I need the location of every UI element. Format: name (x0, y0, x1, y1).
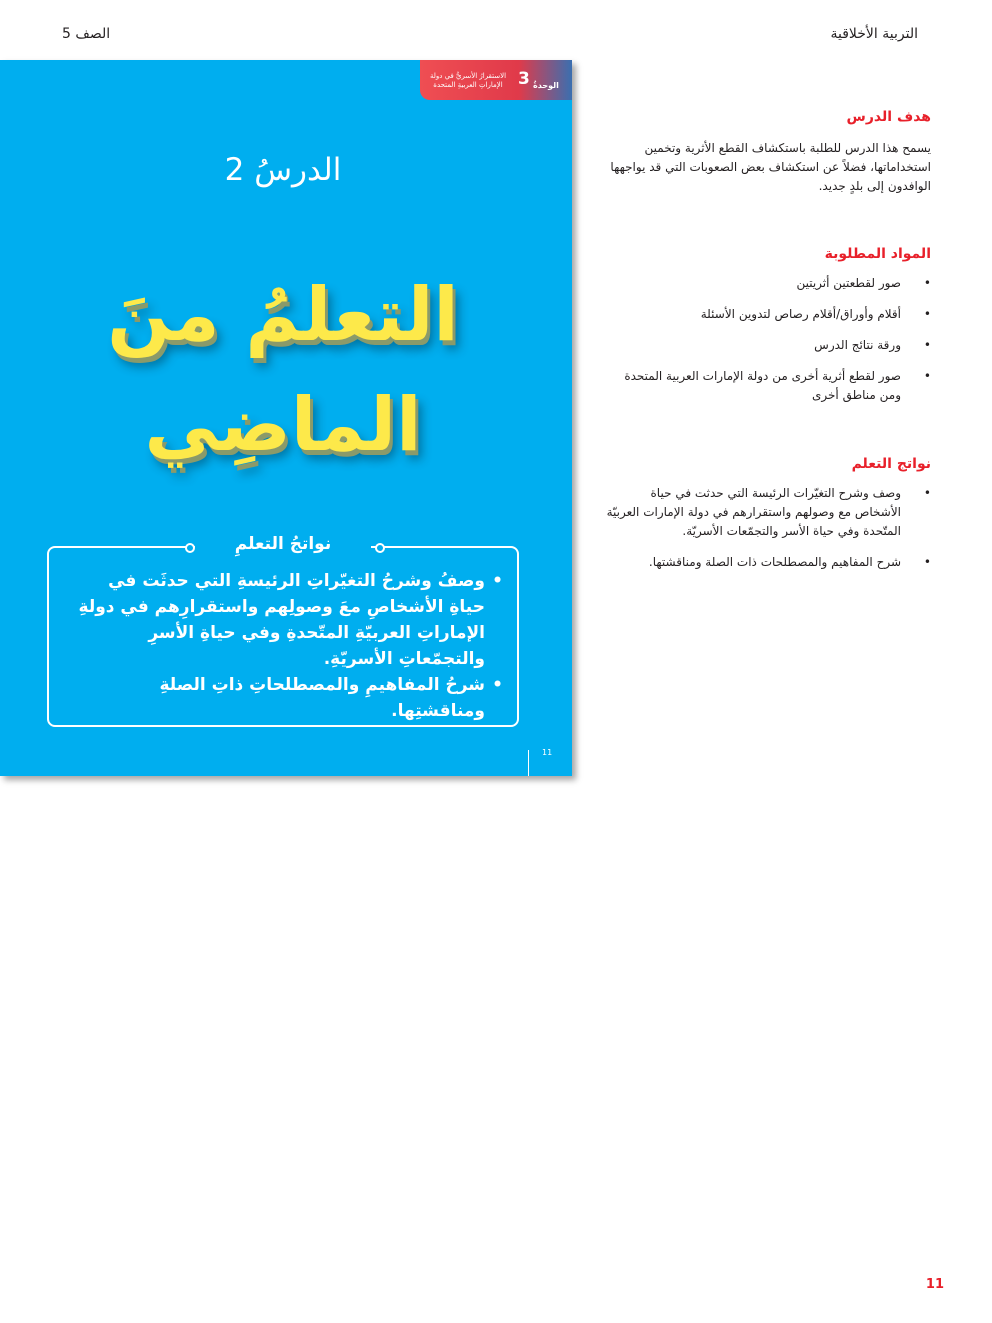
lesson-goal-section (605, 109, 931, 196)
lesson-goal-text: يسمح هذا الدرس للطلبة باستكشاف القطع الأثرية وتخمين استخداماتها، فضلاً عن استكشاف بعض الصعوبات التي قد يواجهها الوافدون إلى بلدٍ جديد. (610, 141, 931, 193)
materials-section (605, 246, 931, 417)
circle-ornament-icon (185, 543, 195, 553)
lesson-title-line-2: الماضِي (144, 382, 422, 468)
learning-outcomes-heading: نواتج التعلم (851, 456, 931, 472)
list-item: • صور لقطع أثرية أخرى من دولة الإمارات العربية المتحدة ومن مناطق أخرى (605, 367, 931, 405)
lesson-cover-panel (0, 60, 572, 776)
lesson-number: الدرسُ 2 (224, 152, 342, 188)
grade-label: الصف 5 (62, 26, 111, 42)
list-item: • صور لقطعتين أثريتين (605, 274, 931, 293)
outcomes-box-label: نواتجُ التعلمِ (195, 534, 371, 554)
materials-list (605, 274, 931, 405)
unit-number: 3 (518, 69, 530, 89)
page-number: 11 (925, 1277, 944, 1292)
divider (383, 546, 505, 548)
list-item: • شرح المفاهيم والمصطلحات ذات الصلة ومناقشتها. (605, 553, 931, 572)
outcomes-box-list (73, 568, 503, 724)
list-item: • أقلام وأوراق/أقلام رصاص لتدوين الأسئلة (605, 305, 931, 324)
learning-outcomes-list (605, 484, 931, 572)
unit-tab (420, 60, 572, 100)
divider (61, 546, 187, 548)
unit-word: الوحدةُ (533, 81, 559, 90)
list-item: • وصف وشرح التغيّرات الرئيسة التي حدثت في حياة الأشخاص مع وصولهم واستقرارهم في دولة الإمارات العربيّة المتّحدة وفي حياة الأسر والتجمّعات الأسريّة. (605, 484, 931, 541)
list-item: • وصفُ وشرحُ التغيّراتِ الرئيسةِ التي حدثَت في حياةِ الأشخاصِ معَ وصولِهم واستقرارِهم في دولةِ الإماراتِ العربيّةِ المتّحدةِ وفي حياةِ الأسرِ والتجمّعاتِ الأسريّةِ. (73, 568, 503, 672)
learning-outcomes-section (605, 456, 931, 584)
outcomes-box-header (49, 534, 517, 560)
lesson-goal-heading: هدف الدرس (846, 109, 931, 125)
divider (528, 750, 529, 776)
list-item: • ورقة نتائج الدرس (605, 336, 931, 355)
lesson-title-line-1: التعلمُ منَ (107, 272, 459, 358)
list-item: • شرحُ المفاهيمِ والمصطلحاتِ ذاتِ الصلةِ ومناقشتِها. (73, 672, 503, 724)
subject-title: التربية الأخلاقية (830, 26, 918, 42)
outcomes-box (47, 534, 519, 727)
materials-heading: المواد المطلوبة (824, 246, 931, 262)
panel-page-number: 11 (542, 748, 553, 757)
unit-title: الاستقرارُ الأسريُّ في دولة الإماراتِ العربيةِ المتحدة (429, 72, 507, 89)
circle-ornament-icon (375, 543, 385, 553)
